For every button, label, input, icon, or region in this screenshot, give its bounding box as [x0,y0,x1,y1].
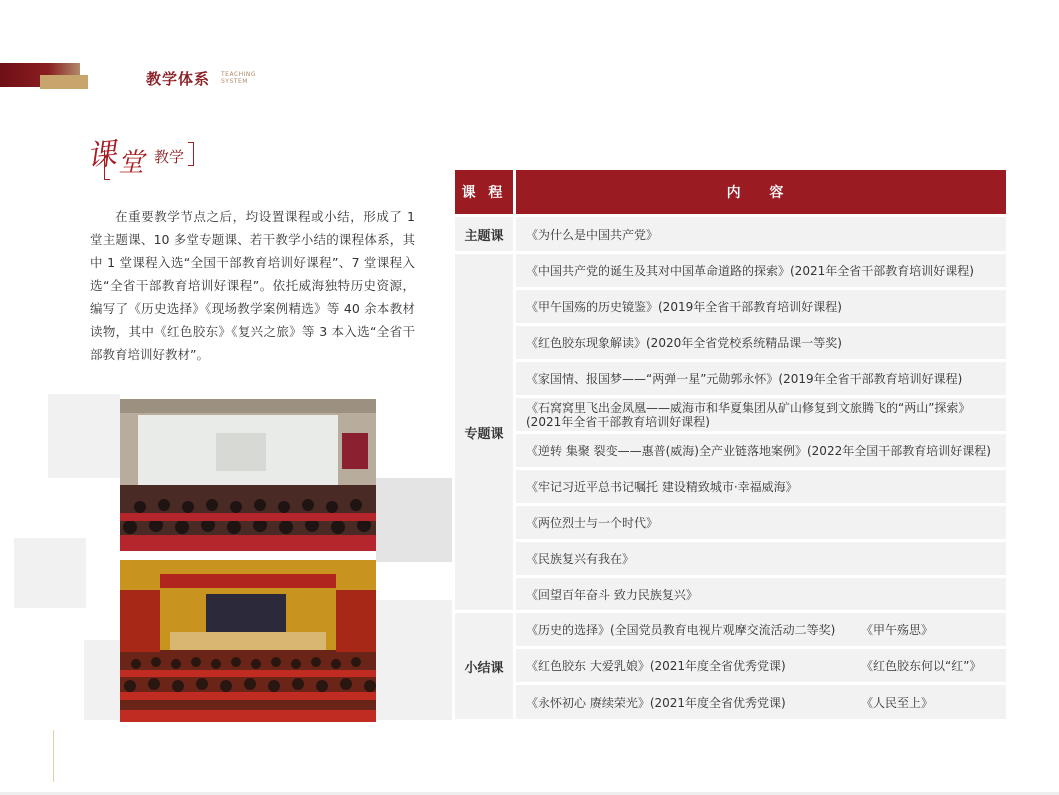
table-row: 《两位烈士与一个时代》 [516,506,1006,539]
deco-block [84,640,120,720]
summary-item: 《人民至上》 [861,695,934,710]
table-row: 《回望百年奋斗 致力民族复兴》 [516,578,1006,610]
table-row: 《中国共产党的诞生及其对中国革命道路的探索》(2021年全省干部教育培训好课程) [516,254,1006,287]
table-row: 《红色胶东现象解读》(2020年全省党校系统精品课一等奖) [516,326,1006,359]
classroom-photo-1 [120,399,376,551]
category-theme: 主题课 [455,217,513,251]
summary-item: 《甲午殇思》 [861,623,934,637]
table-row: 《甲午国殇的历史镜鉴》(2019年全省干部教育培训好课程) [516,290,1006,323]
table-row [516,613,1006,646]
deco-block [48,394,120,478]
section-calligraphy-1: 课 [84,136,119,175]
classroom-photo-2 [120,560,376,722]
section-title: 教学 [154,148,185,166]
intro-paragraph: 在重要教学节点之后，均设置课程或小结，形成了 1 堂主题课、10 多堂专题课、若干教学小结的课程体系，其中 1 堂课程入选“全国干部教育培训好课程”、7 堂课程入选“全省干部教育培训好课程”。依托威海独特历史资源，编写了《历史选择》《现场教学案例精选》等 40 余本教材读物，其中《红色胶东》《复兴之旅》等 3 本入选“全省干部教育培训好教材”。 [90,209,415,362]
category-special: 专题课 [455,254,513,610]
header-gold-bar [40,75,88,89]
table-row [516,649,1006,682]
section-calligraphy-2: 堂 [118,148,145,178]
summary-item: 《永怀初心 赓续荣光》(2021年度全省优秀党课) [526,695,786,710]
deco-block [14,538,86,608]
footer-line [53,730,54,782]
table-row: 《牢记习近平总书记嘱托 建设精致城市·幸福威海》 [516,470,1006,503]
page-title: 教学体系 [146,70,211,88]
summary-item: 《红色胶东 大爱乳娘》(2021年度全省优秀党课) [526,659,786,673]
table-row: 《民族复兴有我在》 [516,542,1006,575]
table-header-course: 课 程 [455,170,513,214]
category-summary: 小结课 [455,613,513,719]
table-row: 《为什么是中国共产党》 [516,217,1006,251]
table-row: 《石窝窝里飞出金凤凰——威海市和华夏集团从矿山修复到文旅腾飞的“两山”探索》(2021年全省干部教育培训好课程) [516,398,1006,431]
deco-block [376,478,452,562]
section-frame-right [188,142,194,166]
summary-item: 《红色胶东何以“红”》 [861,659,982,673]
table-row: 《家国情、报国梦——“两弹一星”元勋郭永怀》(2019年全省干部教育培训好课程) [516,362,1006,395]
summary-item: 《历史的选择》(全国党员教育电视片观摩交流活动二等奖) [526,623,836,637]
table-row [516,685,1006,719]
table-row: 《逆转 集聚 裂变——惠普(威海)全产业链落地案例》(2022年全国干部教育培训好课程) [516,434,1006,467]
page-subtitle: TEACHING SYSTEM [221,71,257,85]
table-header-content: 内 容 [516,170,1006,214]
deco-block [376,600,452,720]
